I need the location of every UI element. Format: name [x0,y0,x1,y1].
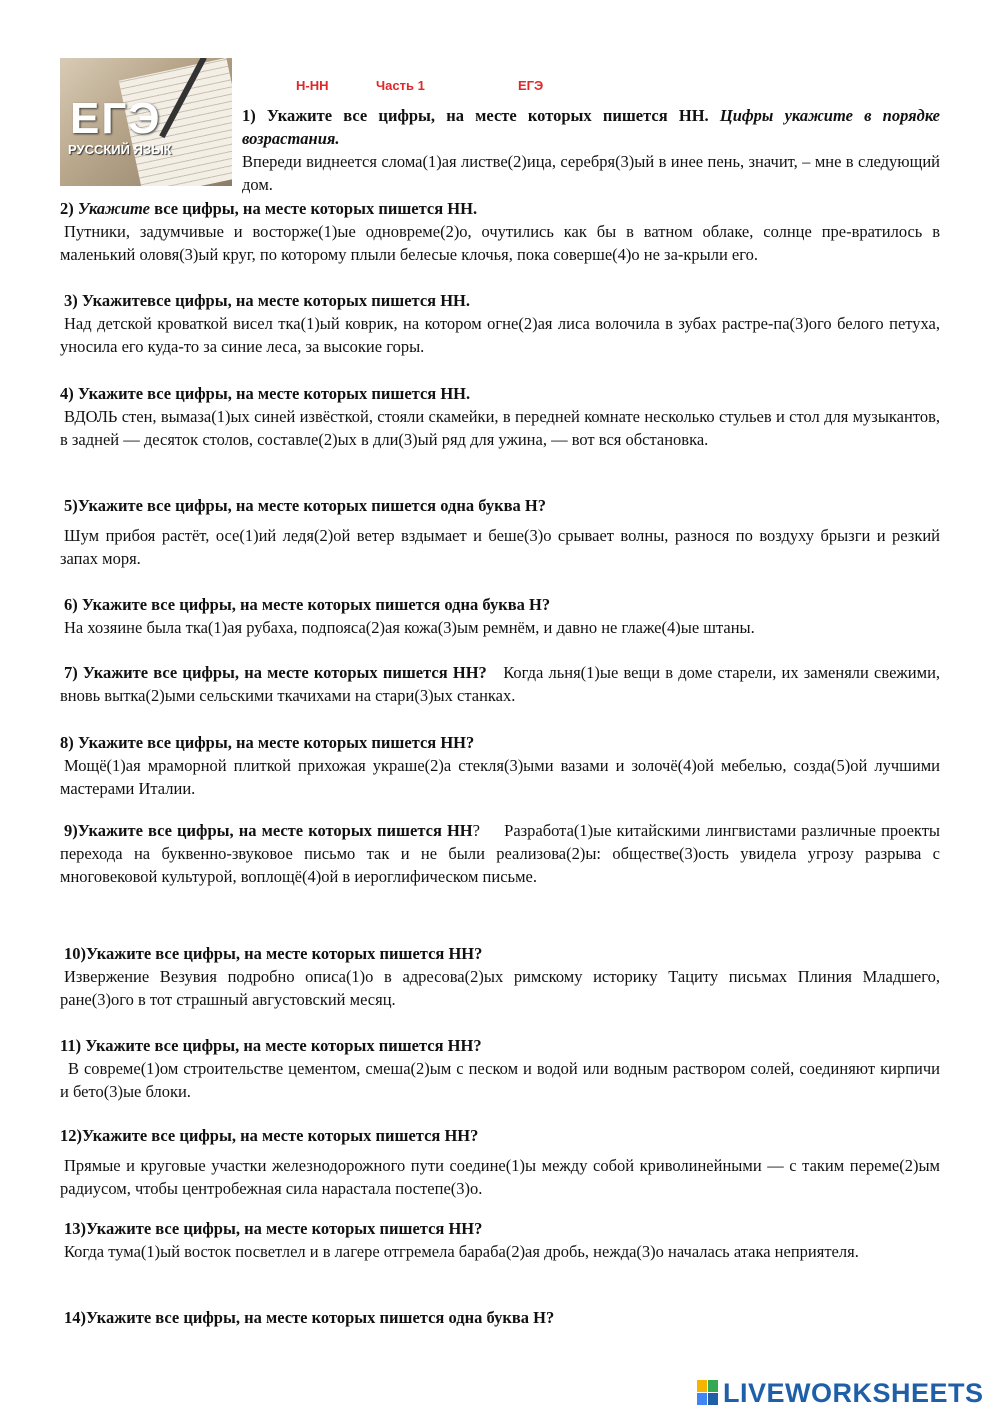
question-title: 5)Укажите все цифры, на месте которых пишется одна буква Н? [64,496,546,515]
question-title: 12)Укажите все цифры, на месте которых пишется НН? [60,1126,479,1145]
question-4 [60,382,940,451]
question-10 [60,942,940,1011]
question-1 [242,104,940,196]
question-title: 14)Укажите все цифры, на месте которых пишется одна буква Н? [64,1308,555,1327]
question-title: 4) Укажите все цифры, на месте которых пишется НН. [60,384,471,403]
question-12 [60,1124,940,1200]
header-exam: ЕГЭ [518,78,544,93]
liveworksheets-logo [697,1378,984,1408]
question-text: Мощё(1)ая мраморной плиткой прихожая украше(2)а стекля(3)ыми вазами и золочё(4)ой мебелью, созда(5)ой лучшими мастерами Италии. [60,756,940,798]
question-title: 11) Укажите все цифры, на месте которых пишется НН? [60,1036,482,1055]
question-2 [60,197,940,266]
liveworksheets-logo-icon [697,1380,719,1406]
question-title: 6) Укажите все цифры, на месте которых пишется одна буква Н? [64,595,551,614]
question-6 [60,593,940,639]
question-text: Прямые и круговые участки железнодорожного пути соедине(1)ы между собой криволинейными — с таким переме(2)ым радиусом, чтобы центробежная сила нарастала постепе(3)о. [60,1156,940,1198]
question-13 [60,1217,940,1263]
question-text: Разработа(1)ые китайскими лингвистами различные проекты перехода на буквенно-звуковое письмо так и не были реализова(2)ы: обществе(3)ость увидела угрозу разрыва с многовековой культурой, воплощё(4)ой в иероглифическом письме. [60,821,941,886]
cover-brand: ЕГЭ [70,94,162,143]
question-3 [60,289,940,358]
question-title: 9)Укажите все цифры, на месте которых пишется НН [64,821,473,840]
question-text: Впереди виднеется слома(1)ая листве(2)ица, серебря(3)ый в инее пень, значит, – мне в следующий дом. [242,152,940,194]
question-text: Шум прибоя растёт, осе(1)ий ледя(2)ой ветер вздымает и беше(3)о срывает волны, разнося по воздуху брызги и резкий запах моря. [60,526,940,568]
question-title: 13)Укажите все цифры, на месте которых пишется НН? [64,1219,483,1238]
question-title-tail: ? [472,821,480,840]
question-title: 3) Укажитевсе цифры, на месте которых пишется НН. [64,291,471,310]
question-8 [60,731,940,800]
liveworksheets-brand: LIVEWORKSHEETS [723,1377,984,1408]
question-14 [60,1306,940,1329]
question-title: 8) Укажите все цифры, на месте которых пишется НН? [60,733,475,752]
question-11 [60,1034,940,1103]
question-text: ВДОЛЬ стен, вымаза(1)ых синей извёсткой, стояли скамейки, в передней комнате несколько стульев и стол для музыкантов, в задней — десяток столов, составле(2)ых в дли(3)ый ряд для ужина, — вот вся обстановка. [60,407,940,449]
question-text: В совреме(1)ом строительстве цементом, смеша(2)ым с песком и водой или водным раствором солей, соединяют кирпичи и бето(3)ые блоки. [60,1059,940,1101]
header-topic: Н-НН [296,78,329,93]
question-text: Когда льня(1)ые вещи в доме старели, их заменяли свежими, вновь вытка(2)ыми сельскими ткачихами на стари(3)ых станках. [60,663,941,705]
question-title: 7) Укажите все цифры, на месте которых пишется НН? [64,663,487,682]
question-title: 2) Укажите все цифры, на месте которых пишется НН. [60,199,478,218]
cover-subject: РУССКИЙ ЯЗЫК [68,142,172,157]
question-text: Извержение Везувия подробно описа(1)о в адресова(2)ых римскому историку Тациту письмах Плиния Младшего, ране(3)ого в тот страшный августовский месяц. [60,967,940,1009]
question-7 [60,661,940,707]
question-title: 10)Укажите все цифры, на месте которых пишется НН? [64,944,483,963]
exam-cover-image [60,58,232,186]
question-text: Когда тума(1)ый восток посветлел и в лагере отгремела бараба(2)ая дробь, нежда(3)о началась атака неприятеля. [64,1242,859,1261]
question-text: На хозяине была тка(1)ая рубаха, подпояса(2)ая кожа(3)ым ремнём, и давно не глаже(4)ые штаны. [64,618,755,637]
question-title: 1) Укажите все цифры, на месте которых пишется НН. Цифры укажите в порядке возрастания. [242,106,941,148]
question-text: Над детской кроваткой висел тка(1)ый коврик, на котором огне(2)ая лиса волочила в зубах растре-па(3)ого белого петуха, уносила его куда-то за синие леса, за высокие горы. [60,314,940,356]
header-part: Часть 1 [376,78,425,93]
question-5 [60,494,940,570]
question-9 [60,819,940,888]
question-text: Путники, задумчивые и восторже(1)ые одновреме(2)о, очутились как бы в ватном облаке, солнце пре-вратилось в маленький оловя(3)ый круг, по которому плыли белесые клочья, пока соверше(4)о не за-крыли его. [60,222,940,264]
